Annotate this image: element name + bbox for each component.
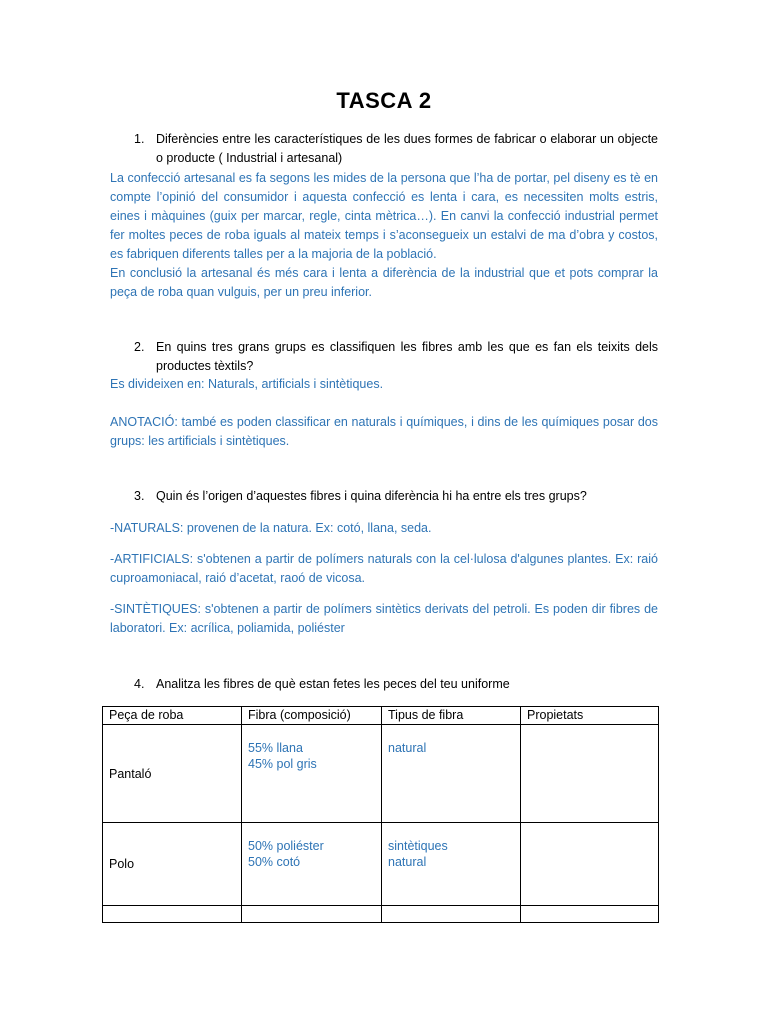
question-4 <box>134 675 658 694</box>
fiber-line-1: 55% llana <box>248 741 303 755</box>
answer-3-sintetiques <box>110 600 658 638</box>
cell-properties <box>521 725 659 823</box>
cell-empty <box>382 906 521 923</box>
fiber-line-2: 50% cotó <box>248 855 301 869</box>
table-row <box>103 725 659 823</box>
answer-2-text: Es divideixen en: Naturals, artificials i sintètiques. <box>110 377 384 391</box>
answer-3-artificials-text: -ARTIFICIALS: s'obtenen a partir de polímers naturals con la cel·lulosa d'algunes plantes. Ex: raió cuproamoniacal, raió d’acetat, raoó de vicosa. <box>110 552 658 585</box>
table-header-row <box>103 707 659 725</box>
header-fiber-type: Tipus de fibra <box>382 707 521 725</box>
answer-2-note <box>110 413 658 451</box>
answer-1-paragraph-1: La confecció artesanal es fa segons les mides de la persona que l’ha de portar, pel diseny es tè en compte l’opinió del consumidor i aquesta confecció es lenta i cara, es necessiten molts estris, eines i màquines (guix per marcar, regle, cinta mètrica…). En canvi la confecció industrial permet fer moltes peces de roba iguals al mateix temps i s’aconsegueix un estalvi de ma d’obra y costos, es fabriquen diferents talles per a la majoria de la població. <box>110 171 658 261</box>
answer-3-naturals <box>110 519 658 538</box>
type-line-2: natural <box>388 855 427 869</box>
answer-3-sintetiques-text: -SINTÈTIQUES: s'obtenen a partir de polímers sintètics derivats del petroli. Es poden dir fibres de laboratori. Ex: acrílica, poliamida, poliéster <box>110 602 658 635</box>
cell-fiber-composition <box>242 725 382 823</box>
header-fiber-composition: Fibra (composició) <box>242 707 382 725</box>
cell-empty <box>242 906 382 923</box>
cell-garment: Polo <box>103 823 242 906</box>
fiber-line-1: 50% poliéster <box>248 839 324 853</box>
fiber-line-2: 45% pol gris <box>248 757 317 771</box>
question-2-number: 2. <box>134 340 145 354</box>
question-1 <box>134 130 658 168</box>
question-3-text: Quin és l’origen d’aquestes fibres i quina diferència hi ha entre els tres grups? <box>156 489 587 503</box>
question-3 <box>134 487 658 506</box>
cell-properties <box>521 823 659 906</box>
question-4-text: Analitza les fibres de què estan fetes les peces del teu uniforme <box>156 677 510 691</box>
question-1-number: 1. <box>134 132 145 146</box>
question-2 <box>134 338 658 376</box>
page-title: TASCA 2 <box>336 88 432 113</box>
cell-fiber-composition <box>242 823 382 906</box>
answer-2-note-text: ANOTACIÓ: també es poden classificar en naturals i químiques, i dins de les químiques posar dos grups: les artificials i sintètiques. <box>110 415 658 448</box>
cell-empty <box>521 906 659 923</box>
question-4-number: 4. <box>134 677 145 691</box>
answer-2 <box>110 375 658 394</box>
table-row <box>103 823 659 906</box>
type-line-1: sintètiques <box>388 839 448 853</box>
answer-1 <box>110 169 658 302</box>
question-1-text: Diferències entre les característiques de les dues formes de fabricar o elaborar un objecte o producte ( Industrial i artesanal) <box>156 132 658 165</box>
uniform-fibers-table <box>102 706 659 923</box>
question-3-number: 3. <box>134 489 145 503</box>
cell-fiber-type <box>382 823 521 906</box>
header-properties: Propietats <box>521 707 659 725</box>
cell-fiber-type <box>382 725 521 823</box>
answer-3-naturals-text: -NATURALS: provenen de la natura. Ex: cotó, llana, seda. <box>110 521 432 535</box>
header-garment: Peça de roba <box>103 707 242 725</box>
cell-empty <box>103 906 242 923</box>
question-2-text: En quins tres grans grups es classifiquen les fibres amb les que es fan els teixits dels productes tèxtils? <box>156 340 658 373</box>
answer-3-artificials <box>110 550 658 588</box>
type-line-1: natural <box>388 741 427 755</box>
answer-1-paragraph-2: En conclusió la artesanal és més cara i lenta a diferència de la industrial que et pots comprar la peça de roba quan vulguis, per un preu inferior. <box>110 266 658 299</box>
cell-garment: Pantaló <box>103 725 242 823</box>
table-row-empty <box>103 906 659 923</box>
